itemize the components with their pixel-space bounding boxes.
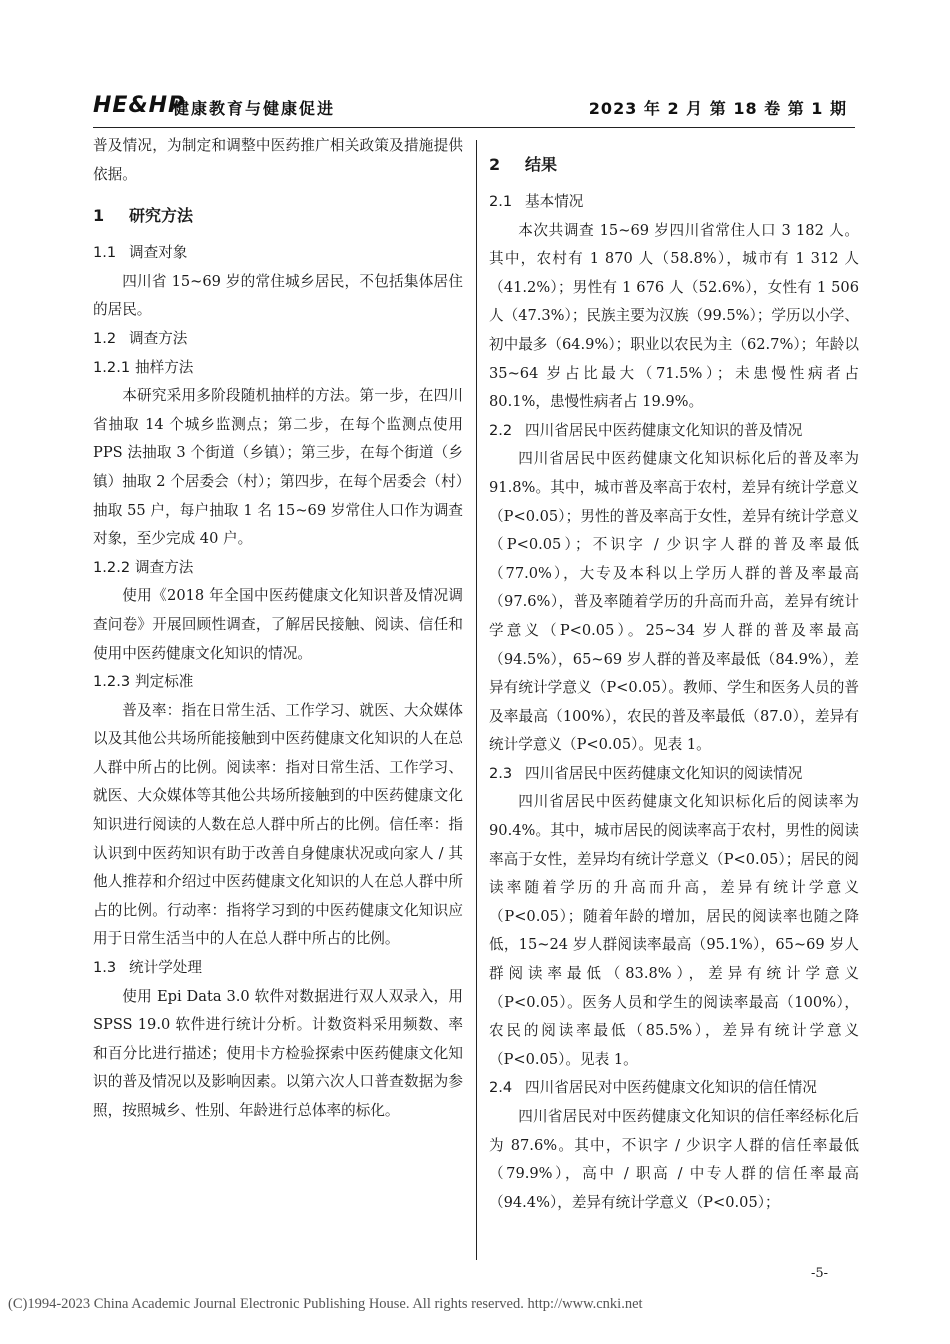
paragraph-survey: 使用《2018 年全国中医药健康文化知识普及情况调查问卷》开展回顾性调查，了解居民接触、阅读、信任和使用中医药健康文化知识的情况。: [93, 587, 463, 662]
subsection-heading-popularization: 2.2 四川省居民中医药健康文化知识的普及情况: [489, 421, 803, 439]
paragraph-trust: 四川省居民对中医药健康文化知识的信任率经标化后为 87.6%。其中，不识字 / 少识字人群的信任率最低（79.9%），高中 / 职高 / 中专人群的信任率最高（94.4%），差异有统计学意义（P<0.05）；: [489, 1108, 859, 1211]
subsection-heading-trust: 2.4 四川省居民对中医药健康文化知识的信任情况: [489, 1079, 817, 1097]
subsection-heading-statistics: 1.3 统计学处理: [93, 959, 202, 977]
right-column: [489, 132, 859, 1217]
subsubsection-heading-sampling: 1.2.1 抽样方法: [93, 358, 194, 376]
subsubsection-heading-criteria: 1.2.3 判定标准: [93, 673, 194, 691]
copyright-notice: (C)1994-2023 China Academic Journal Electronic Publishing House. All rights reserved. http://www.cnki.net: [8, 1296, 643, 1312]
left-column: [93, 132, 463, 1126]
subsection-heading-survey-methods: 1.2 调查方法: [93, 329, 188, 347]
header-rule: [93, 127, 855, 128]
subsection-heading-reading: 2.3 四川省居民中医药健康文化知识的阅读情况: [489, 764, 803, 782]
paragraph-statistics: 使用 Epi Data 3.0 软件对数据进行双人双录入，用 SPSS 19.0 软件进行统计分析。计数资料采用频数、率和百分比进行描述；使用卡方检验探索中医药健康文化知识的普及情况以及影响因素。以第六次人口普查数据为参照，按照城乡、性别、年龄进行总体率的标化。: [93, 987, 463, 1119]
section-heading-results: 2 结果: [489, 155, 558, 174]
paragraph-intro-continuation: 普及情况，为制定和调整中医药推广相关政策及措施提供依据。: [93, 137, 463, 183]
paragraph-popularization: 四川省居民中医药健康文化知识标化后的普及率为 91.8%。其中，城市普及率高于农村，差异有统计学意义（P<0.05）；男性的普及率高于女性，差异有统计学意义（P<0.05）；不识字 / 少识字人群的普及率最低（77.0%），大专及本科以上学历人群的普及率最高（97.6%），普及率随着学历的升高而升高，差异有统计学意义（P<0.05）。25~34 岁人群的普及率最高（94.5%），65~69 岁人群的普及率最低（84.9%），差异有统计学意义（P<0.05）。教师、学生和医务人员的普及率最高（100%），农民的普及率最低（87.0），差异有统计学意义（P<0.05）。见表 1。: [489, 450, 859, 754]
page-number: -5-: [810, 1266, 828, 1281]
column-divider: [476, 140, 477, 1260]
subsection-heading-subjects: 1.1 调查对象: [93, 244, 188, 262]
paragraph-reading: 四川省居民中医药健康文化知识标化后的阅读率为 90.4%。其中，城市居民的阅读率高于农村，男性的阅读率高于女性，差异均有统计学意义（P<0.05）；居民的阅读率随着学历的升高而升高，差异有统计学意义（P<0.05）；随着年龄的增加，居民的阅读率也随之降低，15~24 岁人群阅读率最高（95.1%），65~69 岁人群阅读率最低（83.8%），差异有统计学意义（P<0.05）。医务人员和学生的阅读率最高（100%），农民的阅读率最低（85.5%），差异有统计学意义（P<0.05）。见表 1。: [489, 793, 859, 1068]
subsection-heading-basic-info: 2.1 基本情况: [489, 193, 584, 210]
subsubsection-heading-survey: 1.2.2 调查方法: [93, 558, 194, 576]
journal-title: 健康教育与健康促进: [173, 99, 336, 118]
journal-logo: HE&HP: [93, 93, 186, 118]
paragraph-basic-info: 本次共调查 15~69 岁四川省常住人口 3 182 人。其中，农村有 1 870 人（58.8%），城市有 1 312 人（41.2%）；男性有 1 676 人（52.6%），女性有 1 506 人（47.3%）；民族主要为汉族（99.5%）；学历以小学、初中最多（64.9%）；职业以农民为主（62.7%）；年龄以 35~64 岁占比最大（71.5%）；未患慢性病者占 80.1%，患慢性病者占 19.9%。: [489, 221, 859, 411]
page-header: [93, 93, 855, 123]
paragraph-subjects: 四川省 15~69 岁的常住城乡居民，不包括集体居住的居民。: [93, 272, 463, 319]
issue-info: 2023 年 2 月 第 18 卷 第 1 期: [588, 99, 847, 118]
paragraph-criteria: 普及率：指在日常生活、工作学习、就医、大众媒体以及其他公共场所能接触到中医药健康文化知识的人在总人群中所占的比例。阅读率：指对日常生活、工作学习、就医、大众媒体等其他公共场所接触到的中医药健康文化知识进行阅读的人数在总人群中所占的比例。信任率：指认识到中医药知识有助于改善自身健康状况或向家人 / 其他人推荐和介绍过中医药健康文化知识的人在总人群中所占的比例。行动率：指将学习到的中医药健康文化知识应用于日常生活当中的人在总人群中所占的比例。: [93, 701, 463, 948]
paragraph-sampling: 本研究采用多阶段随机抽样的方法。第一步，在四川省抽取 14 个城乡监测点；第二步，在每个监测点使用 PPS 法抽取 3 个街道（乡镇）；第三步，在每个街道（乡镇）抽取 2 个居委会（村）；第四步，在每个居委会（村）抽取 55 户，每户抽取 1 名 15~69 岁常住人口作为调查对象，至少完成 40 户。: [93, 387, 463, 548]
section-heading-methods: 1 研究方法: [93, 206, 194, 226]
